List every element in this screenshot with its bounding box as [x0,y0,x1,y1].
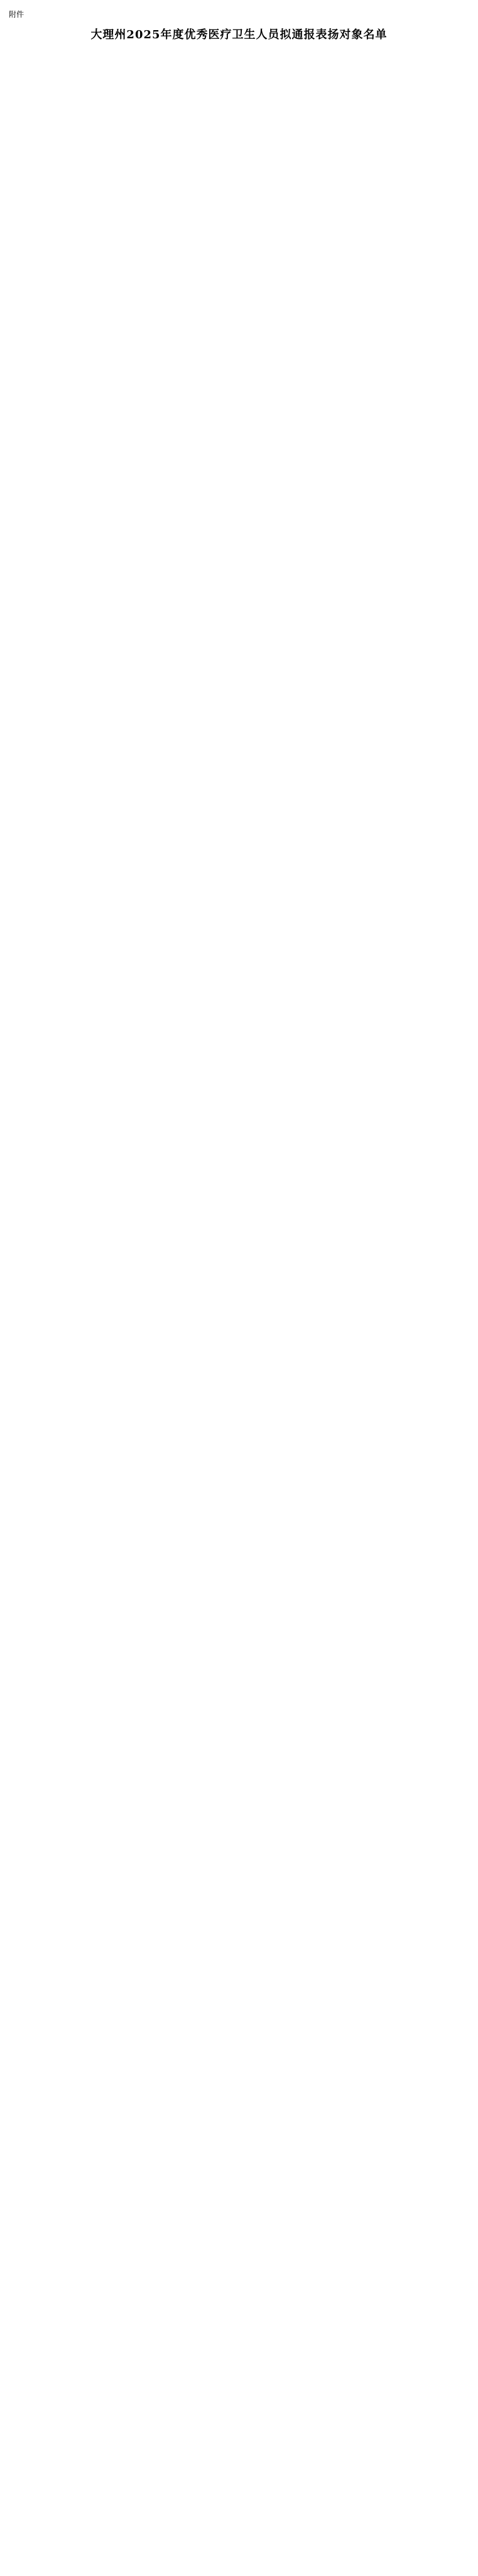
attachment-label: 附件 [9,10,24,19]
document-page [0,0,478,61]
document-title: 大理州2025年度优秀医疗卫生人员拟通报表扬对象名单 [90,28,388,41]
